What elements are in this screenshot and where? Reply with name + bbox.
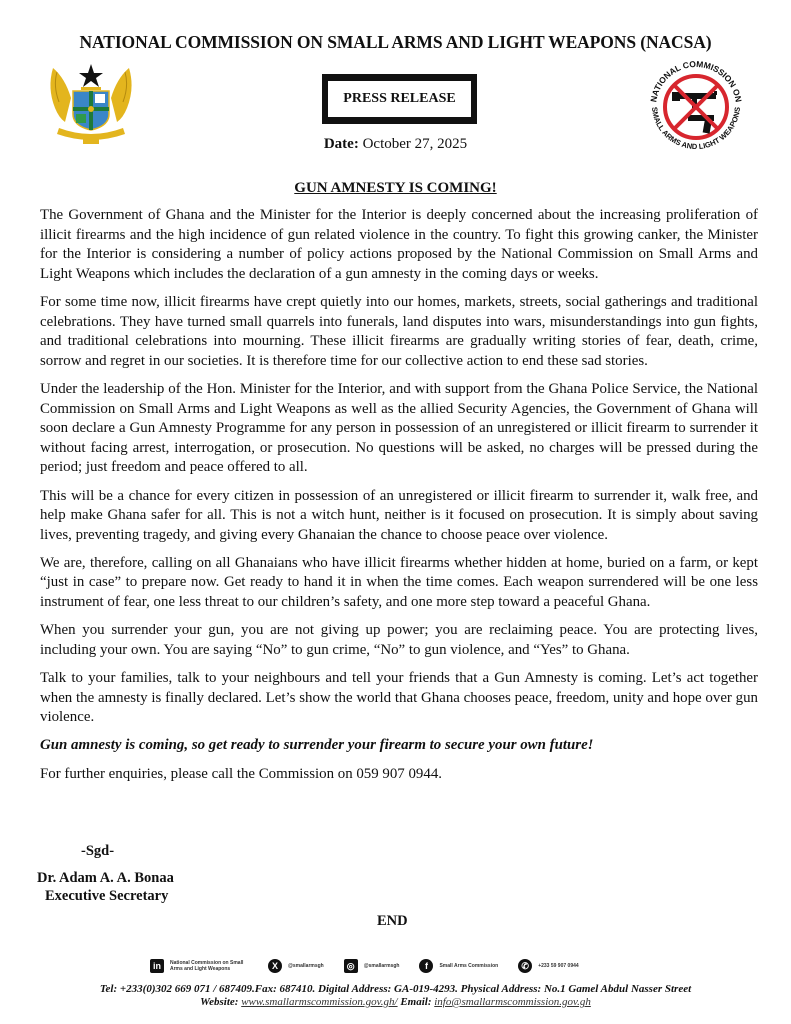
signer-title: Executive Secretary	[45, 888, 169, 904]
social-x[interactable]	[268, 959, 324, 973]
signed-mark: -Sgd-	[81, 843, 115, 859]
logo-arc-text-bottom: SMALL ARMS AND LIGHT WEAPONS	[650, 106, 742, 152]
website-link[interactable]: www.smallarmscommission.gov.gh/	[241, 996, 398, 1008]
paragraph: When you surrender your gun, you are not giving up power; you are reclaiming peace. You are protecting lives, including your own. You are saying “No” to gun crime, “No” to gun violence, and “Yes” to Ghana.	[40, 622, 758, 658]
paragraph: We are, therefore, calling on all Ghanaians who have illicit firearms whether hidden at home, buried on a farm, or kept “just in case” to prepare now. Get ready to hand it in when the time comes. Each weapon surrendered will be one less instrument of fear, one less threat to our children’s safety, and one more step toward a peaceful Ghana.	[40, 554, 758, 611]
headline: GUN AMNESTY IS COMING!	[294, 180, 497, 196]
date-label: Date:	[323, 136, 359, 152]
end-mark: END	[377, 913, 408, 929]
social-media-row	[150, 956, 650, 976]
organization-title: NATIONAL COMMISSION ON SMALL ARMS AND LIGHT WEAPONS (NACSA)	[79, 32, 712, 52]
social-facebook[interactable]	[419, 959, 498, 973]
nacsa-logo	[640, 55, 752, 155]
email-link[interactable]: info@smallarmscommission.gov.gh	[434, 996, 591, 1008]
social-linkedin[interactable]	[150, 959, 248, 973]
whatsapp-icon: ✆	[518, 959, 532, 973]
paragraph: For some time now, illicit firearms have crept quietly into our homes, markets, streets, social gatherings and traditional celebrations. They have turned small quarrels into funerals, land disputes into wars, misunderstandings into gun fights, and traditional celebrations into mourning. These illicit firearms are gradually writing stories of fear, death, crime, sorrow and regret in our societies. It is therefore time for our collective action to end these sad stories.	[40, 293, 758, 369]
social-label: @smallarmsgh	[288, 963, 324, 969]
paragraph: This will be a chance for every citizen in possession of an unregistered or illicit firearm to surrender it, walk free, and help make Ghana safer for all. This is not a witch hunt, neither is it focused on prosecution. It is simply about saving lives, preventing tragedy, and giving every Ghanaian the chance to choose peace over violence.	[40, 487, 758, 543]
footer-contact	[0, 983, 791, 1009]
tagline: Gun amnesty is coming, so get ready to surrender your firearm to secure your own future!	[40, 737, 594, 754]
ghana-coat-of-arms-logo	[45, 58, 137, 144]
paragraph: The Government of Ghana and the Minister for the Interior is deeply concerned about the increasing proliferation of illicit firearms and the high incidence of gun related violence in the country. To fight this growing canker, the Minister for the Interior is considering a number of policy actions proposed by the National Commission on Small Arms and Light Weapons which includes the declaration of a gun amnesty in the coming days or weeks.	[40, 207, 758, 282]
shield	[73, 91, 109, 130]
social-label: Small Arms Commission	[439, 963, 499, 969]
eagle-left	[50, 68, 71, 122]
social-whatsapp[interactable]	[518, 959, 578, 973]
eagle-right	[111, 68, 132, 122]
enquiries-line: For further enquiries, please call the Commission on 059 907 0944.	[40, 765, 442, 782]
paragraph: Talk to your families, talk to your neighbours and tell your friends that a Gun Amnesty is coming. Let’s act together when the amnesty is finally declared. Let’s show the world that Ghana chooses peace, freedom, unity and hope over gun violence.	[40, 670, 758, 726]
press-release-body	[40, 206, 758, 793]
press-release-box	[322, 74, 477, 124]
instagram-icon: ◎	[344, 959, 358, 973]
x-icon: X	[268, 959, 282, 973]
black-star-icon	[79, 64, 103, 87]
web-email-line	[0, 996, 791, 1009]
email-label: Email:	[400, 996, 432, 1008]
contact-details: Tel: +233(0)302 669 071 / 687409.Fax: 687410. Digital Address: GA-019-4293. Physical Address: No.1 Gamel Abdul Nasser Street	[99, 983, 692, 995]
paragraph: Under the leadership of the Hon. Minister for the Interior, and with support from the Ghana Police Service, the National Commission on Small Arms and Light Weapons as well as the allied Security Agencies, the Government of Ghana will soon declare a Gun Amnesty Programme for any person in possession of an unregistered or illicit firearm to surrender it without facing arrest, interrogation, or prosecution. No questions will be asked, no charges will be pressed during the period; just freedom and peace offered to all.	[40, 380, 758, 476]
facebook-icon: f	[419, 959, 433, 973]
signer-name: Dr. Adam A. A. Bonaa	[37, 870, 174, 886]
social-label: @smallarmsgh	[363, 963, 400, 969]
linkedin-icon: in	[150, 959, 164, 973]
social-label: +233 59 907 0944	[538, 963, 579, 969]
website-label: Website:	[200, 996, 239, 1008]
social-instagram[interactable]	[344, 959, 400, 973]
logo-arc-text-top: NATIONAL COMMISSION ON	[648, 58, 744, 103]
social-label: National Commission on Small Arms and Light Weapons	[170, 960, 244, 972]
date-value: October 27, 2025	[362, 136, 468, 152]
press-release-label: PRESS RELEASE	[328, 81, 471, 117]
